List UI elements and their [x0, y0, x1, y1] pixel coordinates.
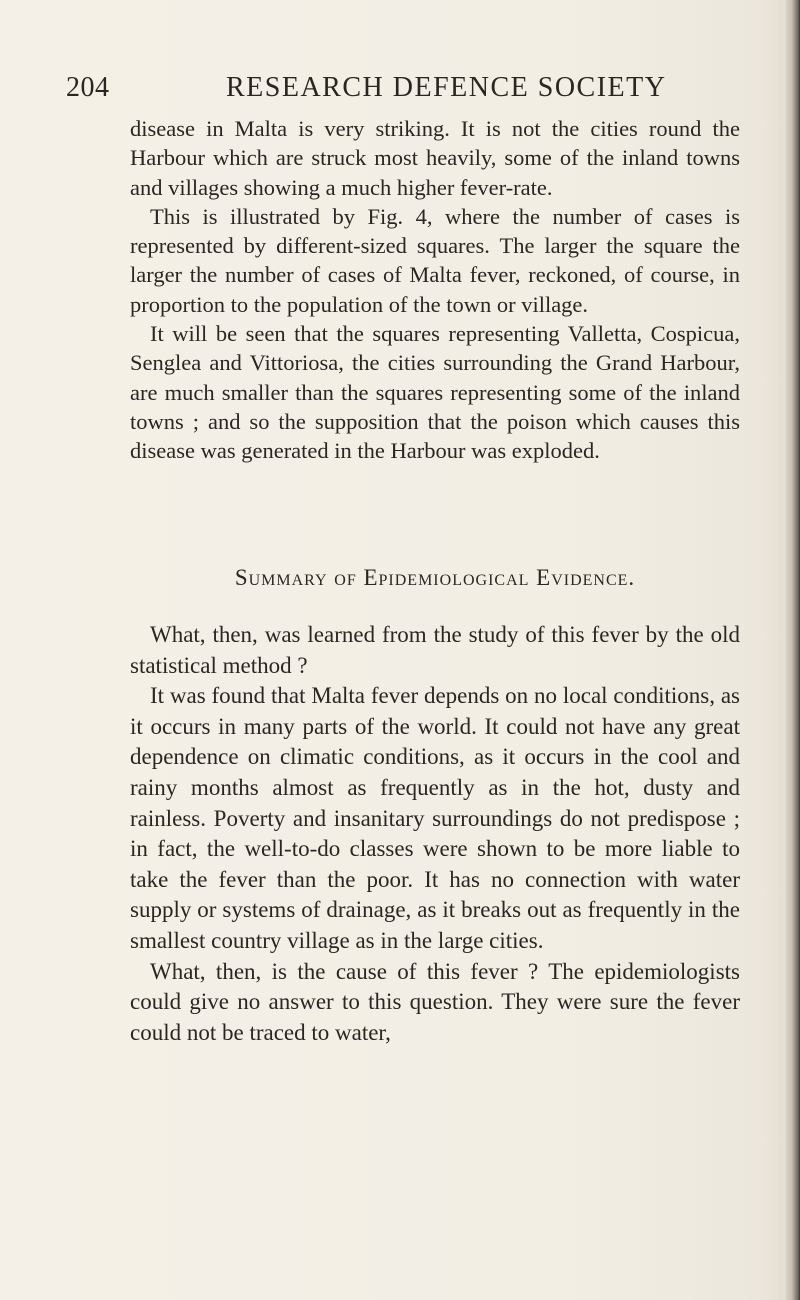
running-head	[66, 72, 706, 112]
paragraph: What, then, was learned from the study of this fever by the old statistical method ?	[130, 622, 740, 678]
page-number: 204	[66, 72, 110, 103]
paragraph: It was found that Malta fever depends on no local conditions, as it occurs in many parts of the world. It could not have any great dependence on climatic conditions, as it occurs in the cool and rainy months almost as frequently as in the hot, dusty and rainless. Poverty and insanitary surroundings do not predispose ; in fact, the well-to-do classes were shown to be more liable to take the fever than the poor. It has no connection with water supply or systems of drainage, as it breaks out as frequently in the smallest country village as in the large cities.	[130, 683, 740, 953]
paragraph: What, then, is the cause of this fever ? The epidemiologists could give no answer to this question. They were sure the fever could not be traced to water,	[130, 958, 740, 1045]
section-heading: Summary of Epidemiological Evidence.	[234, 565, 636, 590]
running-title: RESEARCH DEFENCE SOCIETY	[226, 72, 667, 103]
paragraph: disease in Malta is very striking. It is not the cities round the Harbour which are struck most heavily, some of the inland towns and villages showing a much higher fever-rate.	[130, 116, 740, 200]
paragraph: It will be seen that the squares representing Valletta, Cospicua, Senglea and Vittoriosa, the cities surrounding the Grand Harbour, are much smaller than the squares representing some of the inland towns ; and so the supposition that the poison which causes this disease was generated in the Harbour was exploded.	[130, 321, 740, 464]
body-text-top	[130, 114, 740, 466]
paragraph: This is illustrated by Fig. 4, where the number of cases is represented by different-sized squares. The larger the square the larger the number of cases of Malta fever, reckoned, of course, in proportion to the population of the town or village.	[130, 203, 740, 317]
page-edge-shadow	[786, 0, 800, 1300]
body-text-bottom	[130, 620, 740, 1048]
